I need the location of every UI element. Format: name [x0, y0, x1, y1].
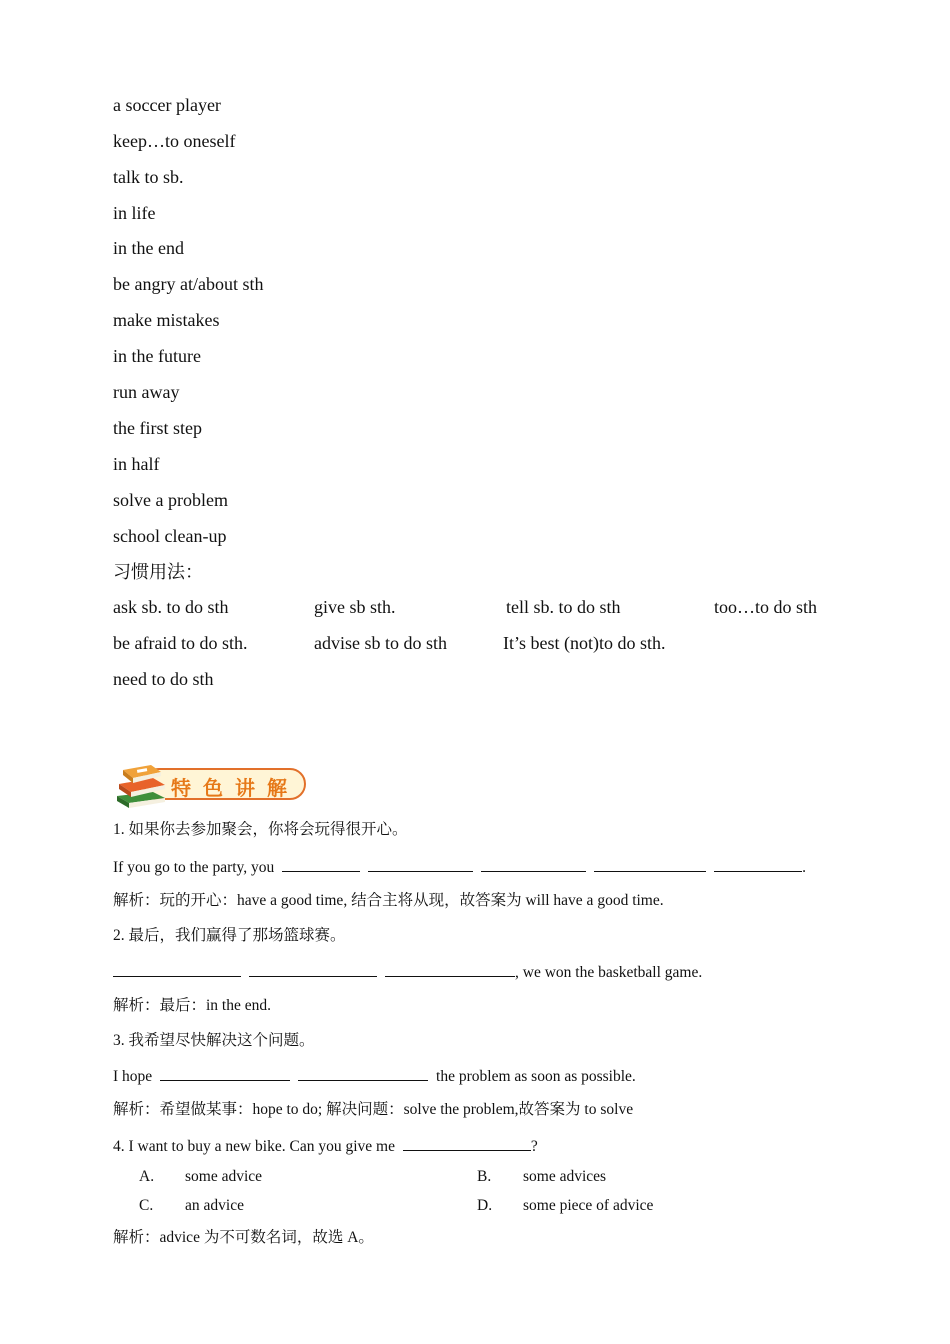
usage-row — [113, 668, 833, 690]
question-3-prompt: 3. 我希望尽快解决这个问题。 — [113, 1032, 315, 1049]
usage-item: ask sb. to do sth — [113, 597, 229, 617]
question-1-sentence — [113, 856, 806, 878]
answer-blank[interactable] — [714, 856, 802, 872]
answer-blank[interactable] — [385, 961, 515, 977]
answer-blank[interactable] — [249, 961, 377, 977]
phrase-item: in the future — [113, 346, 201, 366]
phrase-item: in half — [113, 454, 160, 474]
phrase-item: solve a problem — [113, 490, 228, 510]
phrase-item: a soccer player — [113, 95, 221, 115]
usage-heading: 习惯用法： — [113, 562, 203, 582]
phrase-item: run away — [113, 382, 180, 402]
answer-blank[interactable] — [594, 856, 706, 872]
usage-item: give sb sth. — [314, 597, 396, 617]
phrase-item: keep…to oneself — [113, 131, 236, 151]
question-4-sentence-start: 4. I want to buy a new bike. Can you give me — [113, 1138, 395, 1155]
usage-item: It’s best (not)to do sth. — [503, 633, 666, 653]
question-2-prompt: 2. 最后，我们赢得了那场篮球赛。 — [113, 927, 346, 944]
option-c-letter[interactable]: C. — [139, 1197, 154, 1214]
usage-item: need to do sth — [113, 669, 214, 689]
question-2-analysis: 解析：最后：in the end. — [113, 997, 271, 1014]
section-badge — [113, 762, 313, 810]
option-a-text[interactable]: some advice — [185, 1168, 263, 1185]
question-3-sentence-start: I hope — [113, 1068, 153, 1085]
stacked-books-icon — [113, 762, 173, 810]
question-4-analysis: 解析：advice 为不可数名词，故选 A。 — [113, 1229, 374, 1246]
question-1-analysis: 解析：玩的开心：have a good time, 结合主将从现，故答案为 will have a good time. — [113, 892, 664, 909]
phrase-item: talk to sb. — [113, 167, 184, 187]
option-a-letter[interactable]: A. — [139, 1168, 155, 1185]
usage-item: tell sb. to do sth — [506, 597, 621, 617]
usage-item: be afraid to do sth. — [113, 633, 248, 653]
question-1-sentence-end: . — [802, 859, 807, 876]
section-badge-title: 特色讲解 — [171, 776, 299, 800]
usage-row — [113, 632, 833, 654]
question-2-sentence — [113, 961, 702, 983]
answer-blank[interactable] — [113, 961, 241, 977]
answer-blank[interactable] — [282, 856, 360, 872]
question-1-sentence-start: If you go to the party, you — [113, 859, 275, 876]
usage-row — [113, 596, 833, 618]
usage-item: too…to do sth — [714, 597, 818, 617]
phrase-item: in life — [113, 203, 156, 223]
question-3-analysis: 解析：希望做某事：hope to do; 解决问题：solve the problem,故答案为 to solve — [113, 1101, 634, 1118]
question-3-sentence-end: the problem as soon as possible. — [436, 1068, 636, 1085]
phrase-item: be angry at/about sth — [113, 274, 264, 294]
option-d-letter[interactable]: D. — [477, 1197, 493, 1214]
answer-blank[interactable] — [160, 1065, 290, 1081]
answer-blank[interactable] — [481, 856, 586, 872]
phrase-item: the first step — [113, 418, 202, 438]
question-4-sentence — [113, 1135, 538, 1157]
answer-blank[interactable] — [403, 1135, 531, 1151]
question-3-sentence — [113, 1065, 636, 1087]
question-2-sentence-end: , we won the basketball game. — [515, 964, 703, 981]
option-d-text[interactable]: some piece of advice — [523, 1197, 654, 1214]
answer-blank[interactable] — [298, 1065, 428, 1081]
phrase-item: make mistakes — [113, 310, 220, 330]
answer-blank[interactable] — [368, 856, 473, 872]
phrase-item: in the end — [113, 238, 184, 258]
phrase-item: school clean-up — [113, 526, 227, 546]
question-1-prompt: 1. 如果你去参加聚会，你将会玩得很开心。 — [113, 821, 408, 838]
option-b-letter[interactable]: B. — [477, 1168, 492, 1185]
usage-item: advise sb to do sth — [314, 633, 447, 653]
question-4-sentence-end: ? — [530, 1138, 538, 1155]
option-b-text[interactable]: some advices — [523, 1168, 607, 1185]
option-c-text[interactable]: an advice — [185, 1197, 244, 1214]
